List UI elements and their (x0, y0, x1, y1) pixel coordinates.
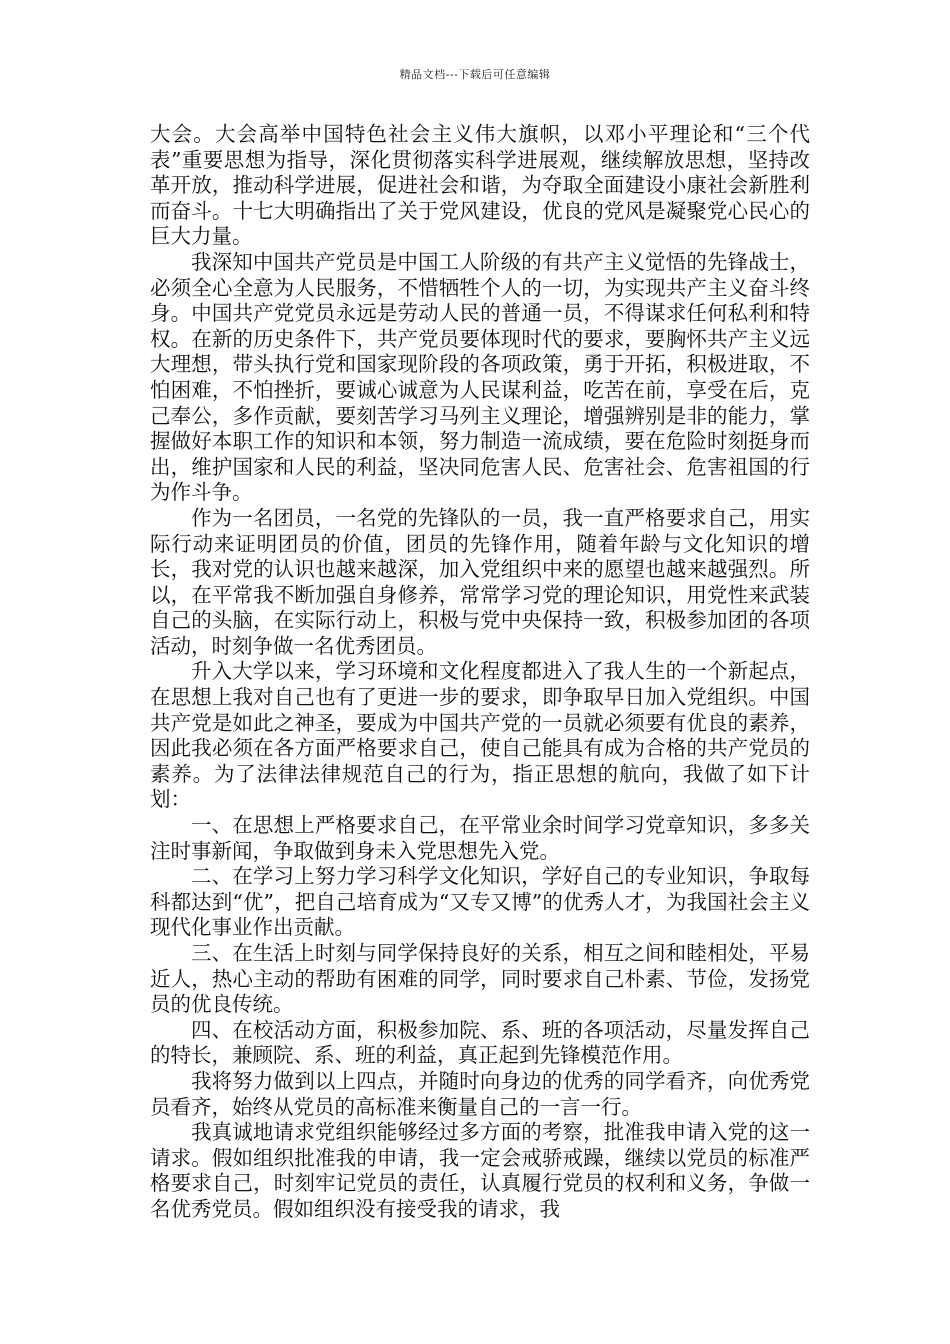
paragraph: 四、在校活动方面，积极参加院、系、班的各项活动，尽量发挥自己的特长，兼顾院、系、班的利益，真正起到先锋模范作用。 (150, 1017, 810, 1068)
paragraph: 作为一名团员，一名党的先锋队的一员，我一直严格要求自己，用实际行动来证明团员的价值，团员的先锋作用，随着年龄与文化知识的增长，我对党的认识也越来越深，加入党组织中来的愿望也越来越强烈。所以，在平常我不断加强自身修养，常常学习党的理论知识，用党性来武装自己的头脑，在实际行动上，积极与党中央保持一致，积极参加团的各项活动，时刻争做一名优秀团员。 (150, 505, 810, 658)
page-header: 精品文档---下载后可任意编辑 (399, 68, 551, 81)
paragraph: 我深知中国共产党员是中国工人阶级的有共产主义觉悟的先锋战士，必须全心全意为人民服务，不惜牺牲个人的一切，为实现共产主义奋斗终身。中国共产党党员永远是劳动人民的普通一员，不得谋求任何私利和特权。在新的历史条件下，共产党员要体现时代的要求，要胸怀共产主义远大理想，带头执行党和国家现阶段的各项政策，勇于开拓，积极进取，不怕困难，不怕挫折，要诚心诚意为人民谋利益，吃苦在前，享受在后，克己奉公，多作贡献，要刻苦学习马列主义理论，增强辨别是非的能力，掌握做好本职工作的知识和本领，努力制造一流成绩，要在危险时刻挺身而出，维护国家和人民的利益，坚决同危害人民、危害社会、危害祖国的行为作斗争。 (150, 249, 810, 505)
paragraph: 二、在学习上努力学习科学文化知识，学好自己的专业知识，争取每科都达到“优”，把自己培育成为“又专又博”的优秀人才，为我国社会主义现代化事业作出贡献。 (150, 864, 810, 940)
paragraph: 我将努力做到以上四点，并随时向身边的优秀的同学看齐，向优秀党员看齐，始终从党员的高标准来衡量自己的一言一行。 (150, 1068, 810, 1119)
paragraph: 三、在生活上时刻与同学保持良好的关系，相互之间和睦相处，平易近人，热心主动的帮助有困难的同学，同时要求自己朴素、节俭，发扬党员的优良传统。 (150, 941, 810, 1017)
paragraph: 升入大学以来，学习环境和文化程度都进入了我人生的一个新起点，在思想上我对自己也有了更进一步的要求，即争取早日加入党组织。中国共产党是如此之神圣，要成为中国共产党的一员就必须要有优良的素养，因此我必须在各方面严格要求自己，使自己能具有成为合格的共产党员的素养。为了法律法律规范自己的行为，指正思想的航向，我做了如下计划： (150, 659, 810, 812)
paragraph: 一、在思想上严格要求自己，在平常业余时间学习党章知识，多多关注时事新闻，争取做到身未入党思想先入党。 (150, 813, 810, 863)
document-body (150, 122, 810, 1223)
paragraph: 大会。大会高举中国特色社会主义伟大旗帜，以邓小平理论和“三个代表”重要思想为指导，深化贯彻落实科学进展观，继续解放思想，坚持改革开放，推动科学进展，促进社会和谐，为夺取全面建设小康社会新胜利而奋斗。十七大明确指出了关于党风建设，优良的党风是凝聚党心民心的巨大力量。 (150, 122, 810, 249)
paragraph: 我真诚地请求党组织能够经过多方面的考察，批准我申请入党的这一请求。假如组织批准我的申请，我一定会戒骄戒躁，继续以党员的标准严格要求自己，时刻牢记党员的责任，认真履行党员的权利和义务，争做一名优秀党员。假如组织没有接受我的请求，我 (150, 1120, 810, 1221)
